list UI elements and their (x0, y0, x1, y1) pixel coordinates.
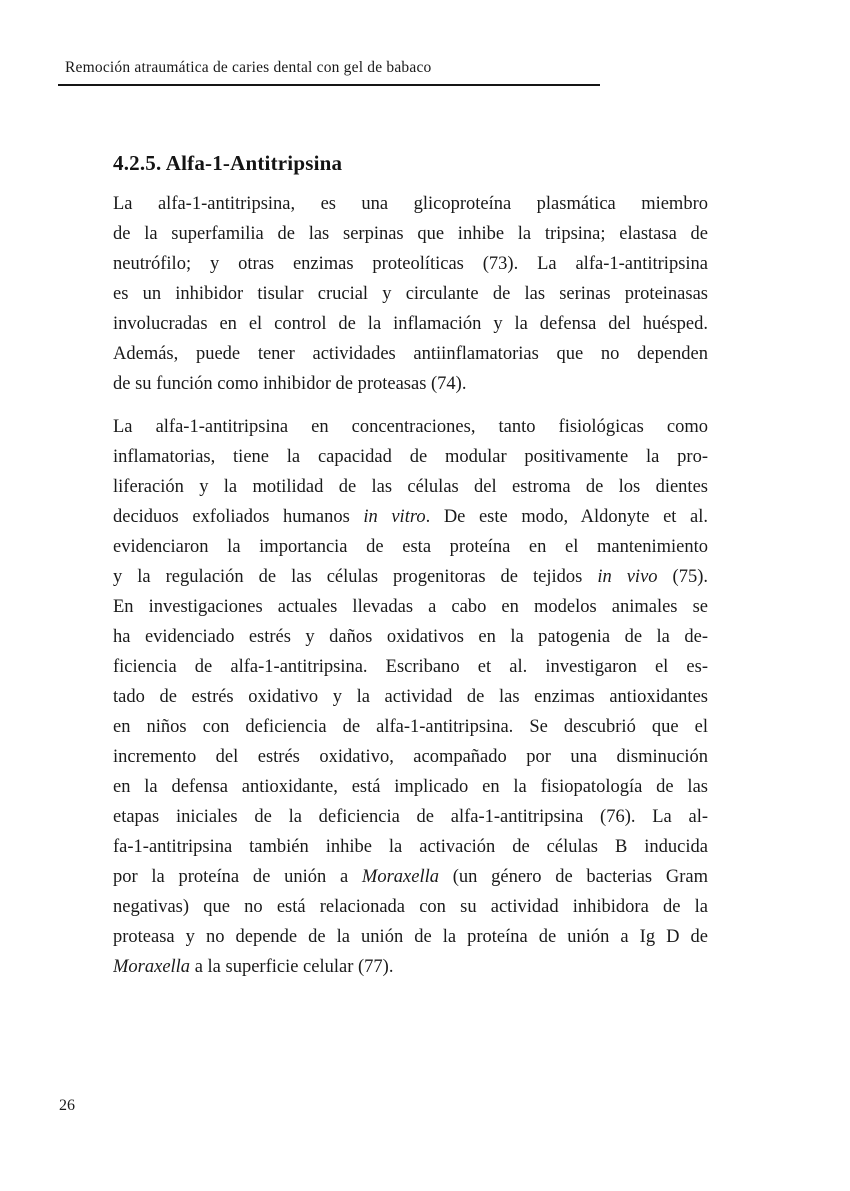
paragraph (113, 189, 708, 399)
section-heading: 4.2.5. Alfa-1-Antitripsina (113, 151, 343, 175)
text-line: tado de estrés oxidativo y la actividad de las enzimas antioxidantes (113, 687, 708, 707)
text-line: por la proteína de unión a Moraxella (un género de bacterias Gram (113, 867, 708, 887)
body-text (113, 189, 708, 982)
text-line: evidenciaron la importancia de esta proteína en el mantenimiento (113, 537, 708, 557)
text-line: involucradas en el control de la inflamación y la defensa del huésped. (113, 314, 708, 334)
text-line: deciduos exfoliados humanos in vitro. De este modo, Aldonyte et al. (113, 507, 708, 527)
text-line: negativas) que no está relacionada con su actividad inhibidora de la (113, 897, 708, 917)
text-line: La alfa-1-antitripsina, es una glicoproteína plasmática miembro (113, 194, 708, 214)
text-line: en niños con deficiencia de alfa-1-antitripsina. Se descubrió que el (113, 717, 708, 737)
text-line: La alfa-1-antitripsina en concentraciones, tanto fisiológicas como (113, 417, 708, 437)
text-line: fa-1-antitripsina también inhibe la activación de células B inducida (113, 837, 708, 857)
text-line: proteasa y no depende de la unión de la proteína de unión a Ig D de (113, 927, 708, 947)
page-number: 26 (59, 1097, 75, 1114)
text-line: etapas iniciales de la deficiencia de alfa-1-antitripsina (76). La al- (113, 807, 708, 827)
text-line: es un inhibidor tisular crucial y circulante de las serinas proteinasas (113, 284, 708, 304)
text-line: incremento del estrés oxidativo, acompañado por una disminución (113, 747, 708, 767)
text-line: y la regulación de las células progenitoras de tejidos in vivo (75). (113, 567, 708, 587)
text-line: liferación y la motilidad de las células del estroma de los dientes (113, 477, 708, 497)
text-line: de la superfamilia de las serpinas que inhibe la tripsina; elastasa de (113, 224, 708, 244)
text-line: en la defensa antioxidante, está implicado en la fisiopatología de las (113, 777, 708, 797)
text-line: neutrófilo; y otras enzimas proteolíticas (73). La alfa-1-antitripsina (113, 254, 708, 274)
text-line: ficiencia de alfa-1-antitripsina. Escribano et al. investigaron el es- (113, 657, 708, 677)
text-line: ha evidenciado estrés y daños oxidativos en la patogenia de la de- (113, 627, 708, 647)
header-rule (58, 84, 600, 86)
text-line: de su función como inhibidor de proteasas (74). (113, 374, 467, 394)
text-line: inflamatorias, tiene la capacidad de modular positivamente la pro- (113, 447, 708, 467)
text-line: En investigaciones actuales llevadas a cabo en modelos animales se (113, 597, 708, 617)
running-header: Remoción atraumática de caries dental con gel de babaco (65, 59, 432, 76)
paragraph (113, 412, 708, 982)
text-line: Además, puede tener actividades antiinflamatorias que no dependen (113, 344, 708, 364)
text-line: Moraxella a la superficie celular (77). (113, 957, 394, 977)
